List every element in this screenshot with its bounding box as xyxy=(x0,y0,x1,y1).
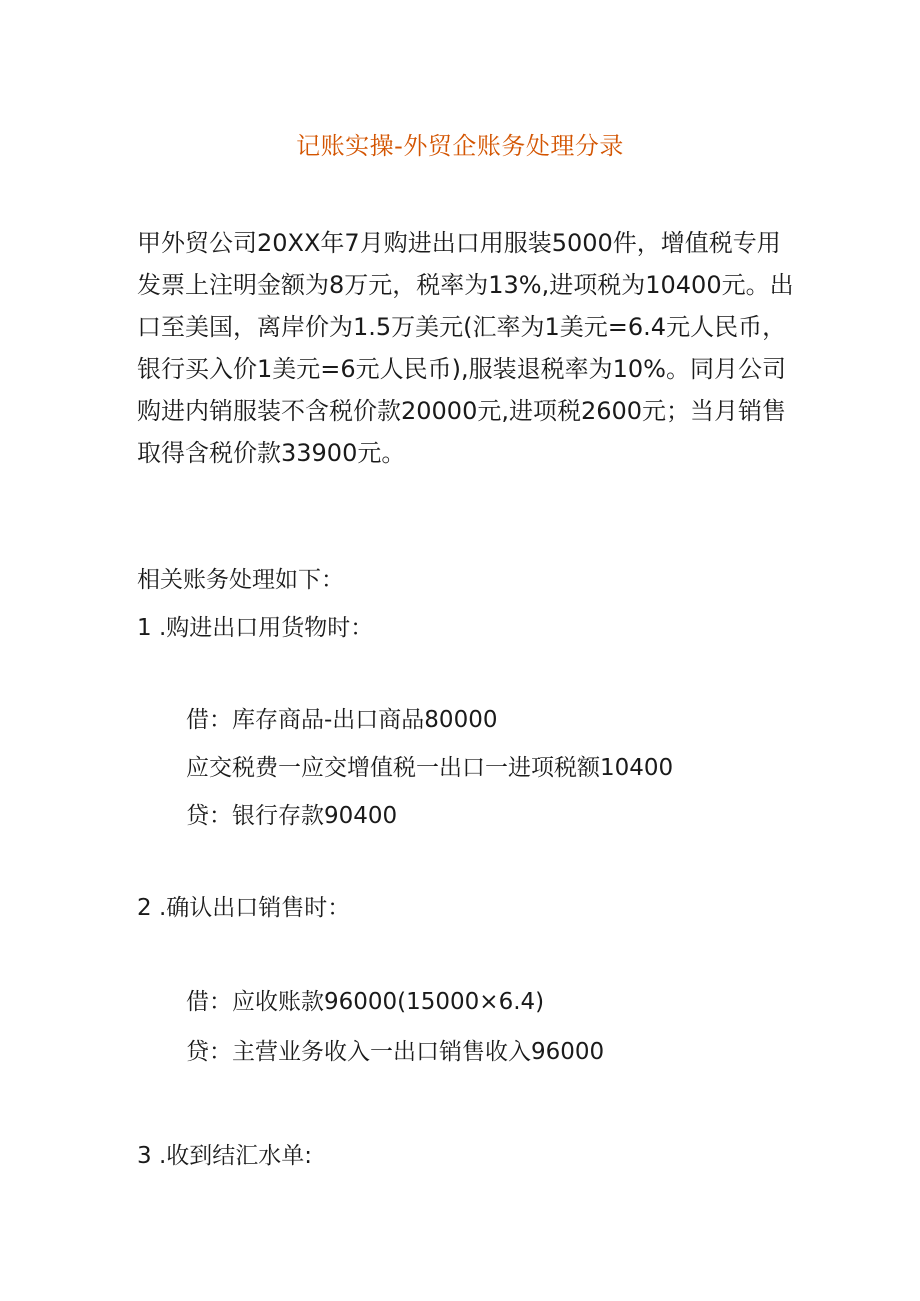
journal-entry: 应交税费一应交增值税一出口一进项税额10400 xyxy=(186,755,674,781)
journal-entry: 贷：银行存款90400 xyxy=(186,803,398,829)
intro-line: 发票上注明金额为8万元，税率为13%,进项税为10400元。出 xyxy=(137,271,794,299)
document-title: 记账实操-外贸企账务处理分录 xyxy=(296,132,624,160)
intro-line: 购进内销服装不含税价款20000元,进项税2600元；当月销售 xyxy=(137,397,787,425)
intro-line: 银行买入价1美元=6元人民币),服装退税率为10%。同月公司 xyxy=(137,355,786,383)
intro-paragraph xyxy=(137,222,794,474)
intro-line: 取得含税价款33900元。 xyxy=(137,439,406,467)
intro-line: 口至美国，离岸价为1.5万美元(汇率为1美元=6.4元人民币， xyxy=(137,313,787,341)
intro-line: 甲外贸公司20XX年7月购进出口用服装5000件，增值税专用 xyxy=(137,229,781,257)
step-heading: 1 .购进出口用货物时： xyxy=(137,615,374,641)
journal-entry: 贷：主营业务收入一出口销售收入96000 xyxy=(186,1039,605,1065)
section-intro: 相关账务处理如下： xyxy=(137,567,344,593)
journal-entry: 借：库存商品-出口商品80000 xyxy=(186,707,498,733)
step-heading: 2 .确认出口销售时： xyxy=(137,895,351,921)
step-heading: 3 .收到结汇水单: xyxy=(137,1143,313,1169)
journal-entry: 借：应收账款96000(15000×6.4) xyxy=(186,989,545,1015)
